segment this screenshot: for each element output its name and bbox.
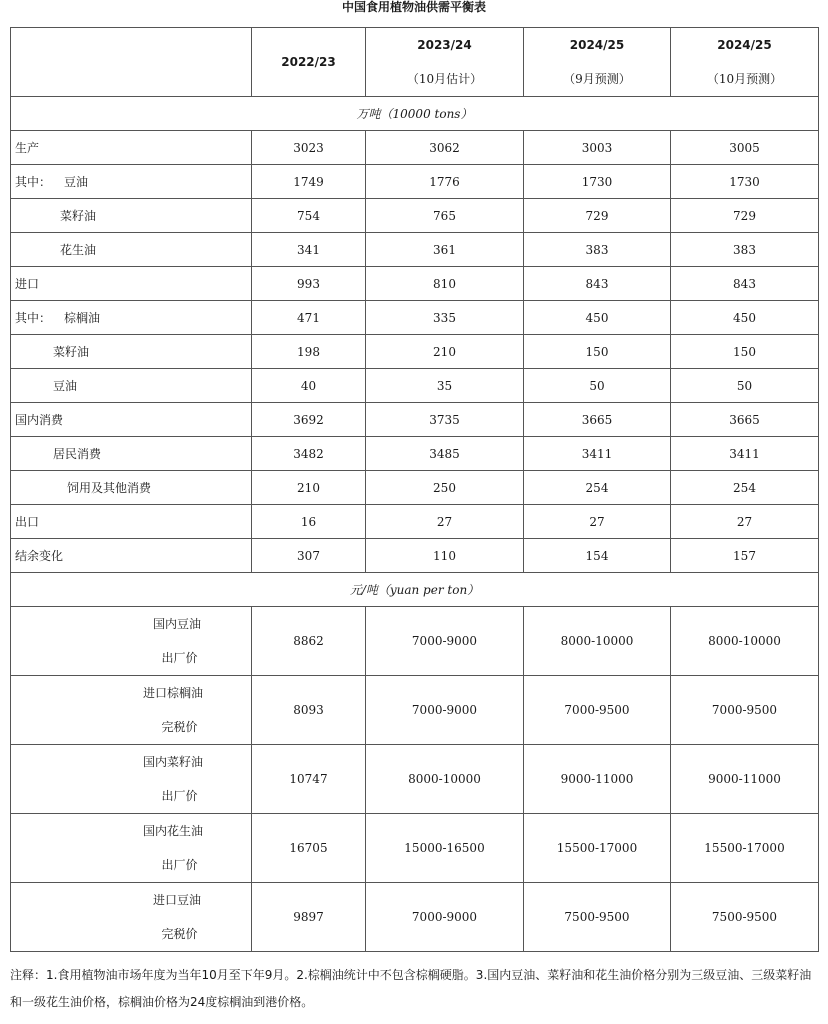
price-label-line1: 进口棕榈油 xyxy=(142,686,203,700)
price-value-cell: 8000-10000 xyxy=(671,607,819,676)
header-col-2 xyxy=(524,28,671,97)
price-value-cell: 7000-9000 xyxy=(366,607,524,676)
row-label-cell xyxy=(11,301,252,335)
row-label-cell xyxy=(11,131,252,165)
value-cell: 341 xyxy=(252,233,366,267)
price-value-cell: 7000-9500 xyxy=(524,676,671,745)
value-cell: 16 xyxy=(252,505,366,539)
value-cell: 383 xyxy=(671,233,819,267)
value-cell: 50 xyxy=(671,369,819,403)
unit-label-price: 元/吨（yuan per ton） xyxy=(11,573,819,607)
price-value-cell: 8000-10000 xyxy=(524,607,671,676)
unit-label-volume: 万吨（10000 tons） xyxy=(11,97,819,131)
value-cell: 3735 xyxy=(366,403,524,437)
price-label-cell xyxy=(11,745,252,814)
value-cell: 254 xyxy=(524,471,671,505)
header-col-0 xyxy=(252,28,366,97)
price-label-line2: 出厂价 xyxy=(161,858,198,872)
price-value-cell: 16705 xyxy=(252,814,366,883)
row-sublabel: 菜籽油 xyxy=(60,209,97,223)
row-sublabel: 豆油 xyxy=(53,379,78,393)
value-cell: 3485 xyxy=(366,437,524,471)
price-label-line2: 完税价 xyxy=(161,720,198,734)
value-cell: 254 xyxy=(671,471,819,505)
value-cell: 210 xyxy=(252,471,366,505)
row-label-cell xyxy=(11,165,252,199)
table-row xyxy=(11,403,819,437)
value-cell: 210 xyxy=(366,335,524,369)
value-cell: 765 xyxy=(366,199,524,233)
value-cell: 450 xyxy=(671,301,819,335)
price-label-line1: 国内菜籽油 xyxy=(142,755,203,769)
value-cell: 157 xyxy=(671,539,819,573)
price-value-cell: 7500-9500 xyxy=(524,883,671,952)
value-cell: 150 xyxy=(524,335,671,369)
value-cell: 3411 xyxy=(524,437,671,471)
value-cell: 150 xyxy=(671,335,819,369)
row-sublabel: 豆油 xyxy=(64,175,89,189)
value-cell: 40 xyxy=(252,369,366,403)
price-value-cell: 8000-10000 xyxy=(366,745,524,814)
value-cell: 843 xyxy=(524,267,671,301)
table-row xyxy=(11,505,819,539)
header-col-1 xyxy=(366,28,524,97)
value-cell: 3692 xyxy=(252,403,366,437)
row-label: 国内消费 xyxy=(15,413,64,427)
price-value-cell: 7000-9500 xyxy=(671,676,819,745)
row-sublabel: 棕榈油 xyxy=(64,311,101,325)
value-cell: 3411 xyxy=(671,437,819,471)
row-sublabel: 花生油 xyxy=(60,243,97,257)
row-label: 出口 xyxy=(15,515,40,529)
price-value-cell: 9000-11000 xyxy=(671,745,819,814)
header-row xyxy=(11,28,819,97)
value-cell: 110 xyxy=(366,539,524,573)
value-cell: 3005 xyxy=(671,131,819,165)
header-col-3 xyxy=(671,28,819,97)
table-row xyxy=(11,335,819,369)
row-label-cell xyxy=(11,369,252,403)
value-cell: 3665 xyxy=(524,403,671,437)
value-cell: 450 xyxy=(524,301,671,335)
price-value-cell: 7000-9000 xyxy=(366,883,524,952)
row-sublabel: 饲用及其他消费 xyxy=(67,481,152,495)
price-value-cell: 10747 xyxy=(252,745,366,814)
value-cell: 50 xyxy=(524,369,671,403)
row-label: 结余变化 xyxy=(15,549,64,563)
price-label-line2: 完税价 xyxy=(161,927,198,941)
table-row xyxy=(11,471,819,505)
price-row xyxy=(11,676,819,745)
value-cell: 27 xyxy=(366,505,524,539)
table-row xyxy=(11,301,819,335)
footnote: 注释：1.食用植物油市场年度为当年10月至下年9月。2.棕榈油统计中不包含棕榈硬脂。3.国内豆油、菜籽油和花生油价格分别为三级豆油、三级菜籽油和一级花生油价格，棕榈油价格为24度棕榈油到港价格。 xyxy=(10,968,812,1009)
price-label-line1: 进口豆油 xyxy=(152,893,201,907)
table-row xyxy=(11,437,819,471)
value-cell: 3023 xyxy=(252,131,366,165)
price-label-cell xyxy=(11,607,252,676)
value-cell: 3003 xyxy=(524,131,671,165)
header-year: 2023/24 xyxy=(417,38,472,52)
value-cell: 843 xyxy=(671,267,819,301)
table-row xyxy=(11,199,819,233)
value-cell: 729 xyxy=(671,199,819,233)
price-row xyxy=(11,607,819,676)
value-cell: 307 xyxy=(252,539,366,573)
header-year: 2024/25 xyxy=(717,38,772,52)
row-label: 其中： xyxy=(15,311,52,325)
table-title: 中国食用植物油供需平衡表 xyxy=(341,0,486,14)
value-cell: 27 xyxy=(524,505,671,539)
value-cell: 810 xyxy=(366,267,524,301)
price-label-cell xyxy=(11,814,252,883)
value-cell: 1776 xyxy=(366,165,524,199)
value-cell: 1749 xyxy=(252,165,366,199)
row-label-cell xyxy=(11,199,252,233)
row-sublabel: 居民消费 xyxy=(53,447,102,461)
row-label-cell xyxy=(11,539,252,573)
price-label-line2: 出厂价 xyxy=(161,789,198,803)
value-cell: 3062 xyxy=(366,131,524,165)
row-label-cell xyxy=(11,403,252,437)
header-subtitle: （10月预测） xyxy=(706,72,783,86)
supply-demand-table xyxy=(10,27,819,952)
unit-row-price xyxy=(11,573,819,607)
row-label-cell xyxy=(11,233,252,267)
value-cell: 1730 xyxy=(524,165,671,199)
price-value-cell: 15000-16500 xyxy=(366,814,524,883)
value-cell: 335 xyxy=(366,301,524,335)
value-cell: 154 xyxy=(524,539,671,573)
row-sublabel: 菜籽油 xyxy=(53,345,90,359)
row-label-cell xyxy=(11,437,252,471)
header-corner-cell xyxy=(11,28,252,97)
header-subtitle: （10月估计） xyxy=(406,72,483,86)
price-value-cell: 15500-17000 xyxy=(671,814,819,883)
price-label-line1: 国内花生油 xyxy=(142,824,203,838)
row-label-cell xyxy=(11,335,252,369)
price-row xyxy=(11,745,819,814)
value-cell: 3482 xyxy=(252,437,366,471)
price-value-cell: 7000-9000 xyxy=(366,676,524,745)
table-row xyxy=(11,131,819,165)
table-row xyxy=(11,267,819,301)
row-label: 生产 xyxy=(15,141,40,155)
row-label-cell xyxy=(11,267,252,301)
value-cell: 754 xyxy=(252,199,366,233)
value-cell: 383 xyxy=(524,233,671,267)
price-row xyxy=(11,883,819,952)
price-value-cell: 8093 xyxy=(252,676,366,745)
row-label: 进口 xyxy=(15,277,40,291)
table-row xyxy=(11,369,819,403)
table-row xyxy=(11,233,819,267)
value-cell: 27 xyxy=(671,505,819,539)
value-cell: 471 xyxy=(252,301,366,335)
value-cell: 729 xyxy=(524,199,671,233)
value-cell: 361 xyxy=(366,233,524,267)
unit-row-volume xyxy=(11,97,819,131)
price-value-cell: 8862 xyxy=(252,607,366,676)
header-year: 2022/23 xyxy=(281,55,336,69)
value-cell: 993 xyxy=(252,267,366,301)
price-value-cell: 9897 xyxy=(252,883,366,952)
value-cell: 198 xyxy=(252,335,366,369)
price-label-cell xyxy=(11,883,252,952)
price-label-cell xyxy=(11,676,252,745)
price-value-cell: 9000-11000 xyxy=(524,745,671,814)
table-row xyxy=(11,539,819,573)
price-label-line2: 出厂价 xyxy=(161,651,198,665)
header-subtitle: （9月预测） xyxy=(563,72,631,86)
value-cell: 3665 xyxy=(671,403,819,437)
price-row xyxy=(11,814,819,883)
value-cell: 1730 xyxy=(671,165,819,199)
price-label-line1: 国内豆油 xyxy=(152,617,201,631)
price-value-cell: 15500-17000 xyxy=(524,814,671,883)
row-label: 其中： xyxy=(15,175,52,189)
value-cell: 35 xyxy=(366,369,524,403)
price-value-cell: 7500-9500 xyxy=(671,883,819,952)
table-row xyxy=(11,165,819,199)
row-label-cell xyxy=(11,471,252,505)
header-year: 2024/25 xyxy=(569,38,625,52)
row-label-cell xyxy=(11,505,252,539)
value-cell: 250 xyxy=(366,471,524,505)
